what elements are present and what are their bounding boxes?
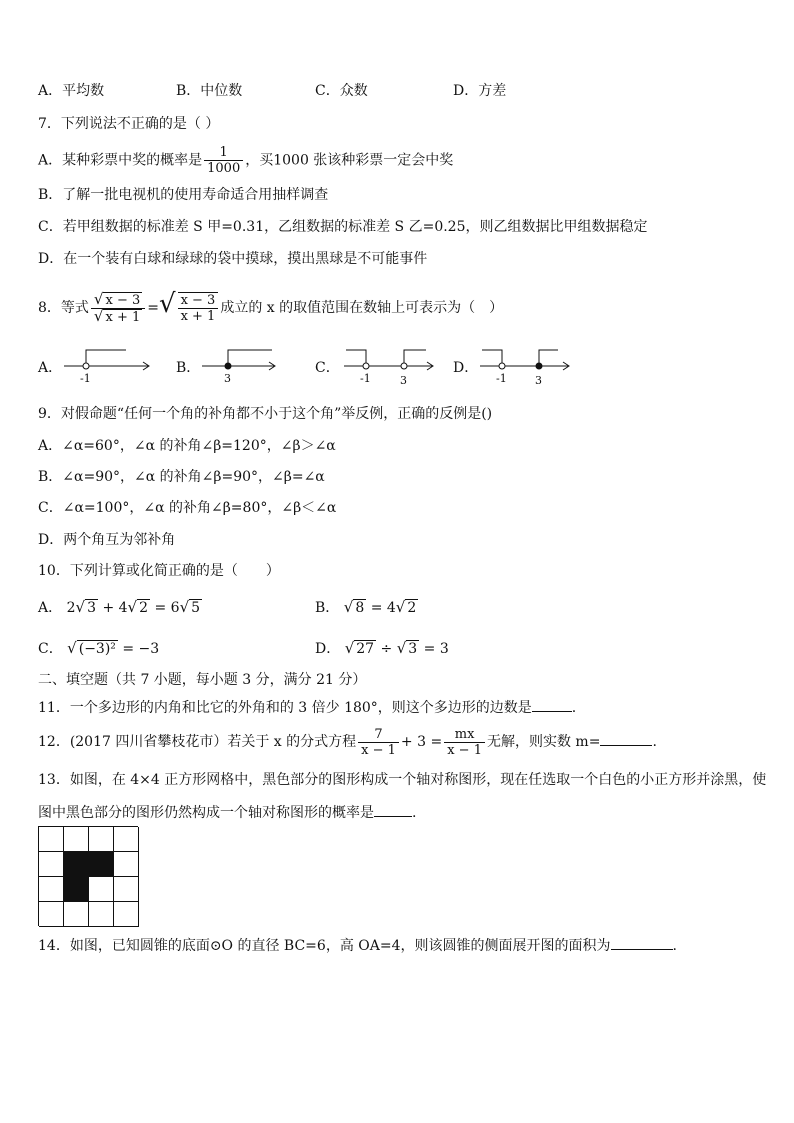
q10-b-label: B． [315, 600, 340, 616]
grid-cell [89, 877, 114, 902]
q6-option-d: D．方差 [453, 83, 507, 99]
q8-c-tick2: 3 [400, 374, 407, 386]
q10-a-radicand3: 5 [191, 600, 201, 616]
q10-a-plus4: + 4 [102, 600, 128, 616]
q10-d-radicand2: 3 [408, 641, 418, 657]
q12-den2: x − 1 [447, 742, 482, 758]
q10-a-radicand2: 2 [139, 600, 149, 616]
q10-stem: 10．下列计算或化简正确的是（ ） [38, 563, 280, 579]
q10-d-label: D． [315, 641, 341, 657]
q10-a-eq6: = 6 [154, 600, 180, 616]
q10-c-label: C． [38, 641, 63, 657]
q12-end: . [652, 734, 657, 750]
grid-cell [39, 827, 64, 852]
q8-numberline-c [342, 344, 438, 386]
q11 [38, 697, 576, 717]
q8-label-b: B． [176, 360, 201, 376]
q14-end: . [672, 938, 677, 954]
q7-stem: 7．下列说法不正确的是（ ） [38, 116, 220, 132]
q13-answer-blank[interactable] [374, 802, 412, 817]
q10-b-eq4: = 4 [370, 600, 396, 616]
q12-den1: x − 1 [361, 742, 396, 758]
grid-cell [39, 852, 64, 877]
q8-a-tick: -1 [80, 372, 91, 385]
q10-a-label: A． [38, 600, 63, 616]
q12-suffix: 无解，则实数 m= [486, 734, 601, 750]
grid-cell [89, 902, 114, 927]
q9-option-d: D．两个角互为邻补角 [38, 532, 176, 548]
q6-option-b: B．中位数 [176, 83, 243, 99]
q10-a-radicand1: 3 [87, 600, 96, 616]
grid-cell [114, 827, 139, 852]
q10-option-a: A． 2√ 3 + 4√ 2 = 6√ 5 [38, 598, 201, 616]
q8-stem [38, 285, 503, 327]
q13-line2-text: 图中黑色部分的图形仍然构成一个轴对称图形的概率是 [38, 805, 374, 821]
q8-label-a: A． [38, 360, 63, 376]
q12-num1: 7 [358, 727, 399, 743]
q7-a-suffix: ，买1000 张该种彩票一定会中奖 [245, 152, 454, 169]
q7-a-fraction [204, 145, 243, 176]
q13-line1: 13．如图，在 4×4 正方形网格中，黑色部分的图形构成一个轴对称图形，现在任选取一个白色的小正方形并涂黑，使 [38, 772, 767, 788]
q12-plus3: + 3 = [400, 734, 443, 750]
grid-cell-black [64, 852, 89, 877]
q13-line2 [38, 802, 416, 822]
q6-option-a: A．平均数 [38, 83, 105, 99]
section-fill-in-heading: 二、填空题（共 7 小题，每小题 3 分，满分 21 分） [38, 672, 367, 688]
q10-option-b: B． √ 8 = 4√ 2 [315, 598, 417, 616]
q10-d-radicand1: 27 [356, 641, 375, 657]
q8-left-fraction [91, 289, 145, 325]
q10-c-result: = −3 [122, 641, 160, 657]
q10-option-d: D． √ 27 ÷ √ 3 = 3 [315, 639, 449, 657]
q8-left-den: √ x + 1 [93, 306, 141, 325]
q8-numberline-d [478, 344, 574, 386]
q12-fraction1 [358, 727, 399, 758]
q10-d-divide: ÷ [380, 641, 393, 657]
q10-d-result: = 3 [423, 641, 449, 657]
q13-end: . [412, 805, 417, 821]
q9-option-c: C．∠α=100°，∠α 的补角∠β=80°，∠β＜∠α [38, 500, 337, 516]
q7-option-c: C．若甲组数据的标准差 S 甲=0.31，乙组数据的标准差 S 乙=0.25，则乙组数据比甲组数据稳定 [38, 219, 648, 235]
q10-b-radicand2: 2 [407, 600, 417, 616]
grid-cell [39, 902, 64, 927]
q10-a-coef: 2 [66, 600, 76, 616]
q13-4x4-grid [38, 826, 138, 926]
grid-cell [114, 902, 139, 927]
q8-left-num: √ x − 3 [91, 292, 145, 309]
q8-right-den: x + 1 [180, 309, 216, 324]
q7-option-d: D．在一个装有白球和绿球的袋中摸球，摸出黑球是不可能事件 [38, 251, 428, 267]
q7-a-prefix: A．某种彩票中奖的概率是 [38, 152, 203, 169]
q14 [38, 935, 677, 955]
q8-d-tick2: 3 [535, 374, 542, 386]
grid-cell [114, 877, 139, 902]
q14-answer-blank[interactable] [611, 935, 673, 950]
q12 [38, 722, 657, 762]
grid-cell [114, 852, 139, 877]
q12-answer-blank[interactable] [600, 731, 652, 746]
q9-option-b: B．∠α=90°，∠α 的补角∠β=90°，∠β=∠α [38, 469, 325, 485]
q14-text: 14．如图，已知圆锥的底面⊙O 的直径 BC=6，高 OA=4，则该圆锥的侧面展开图的面积为 [38, 938, 611, 954]
q8-radical-sign: √ [158, 289, 176, 319]
q8-right-num: x − 3 [178, 293, 219, 309]
q12-prefix: 12．(2017 四川省攀枝花市）若关于 x 的分式方程 [38, 734, 357, 750]
q10-b-radicand1: 8 [355, 600, 365, 616]
grid-cell [39, 877, 64, 902]
q8-suffix: 成立的 x 的取值范围在数轴上可表示为（ ） [220, 300, 504, 316]
q10-c-radicand: (−3)² [78, 641, 116, 657]
q11-end: . [571, 700, 577, 716]
q8-left-den-radicand: x + 1 [105, 309, 141, 325]
grid-cell-black [89, 852, 114, 877]
q8-label-d: D． [453, 360, 479, 376]
q10-option-c: C． √ (−3)² = −3 [38, 639, 160, 657]
q11-answer-blank[interactable] [532, 697, 572, 712]
q7-option-a [38, 145, 453, 176]
q7-a-denominator: 1000 [207, 161, 241, 176]
q11-text: 11．一个多边形的内角和比它的外角和的 3 倍少 180°，则这个多边形的边数是 [38, 700, 532, 716]
q6-option-c: C．众数 [315, 83, 368, 99]
q7-option-b: B．了解一批电视机的使用寿命适合用抽样调查 [38, 187, 329, 203]
q9-option-a: A．∠α=60°，∠α 的补角∠β=120°，∠β＞∠α [38, 438, 336, 454]
q8-numberline-b [200, 344, 280, 386]
q8-prefix: 8．等式 [38, 300, 89, 316]
q8-numberline-a [62, 344, 154, 386]
q9-stem: 9．对假命题“任何一个角的补角都不小于这个角”举反例，正确的反例是() [38, 406, 493, 422]
q8-left-num-radicand: x − 3 [105, 292, 141, 308]
q12-fraction2 [444, 727, 485, 758]
q12-num2: mx [444, 727, 485, 743]
grid-cell [64, 827, 89, 852]
q8-c-tick1: -1 [360, 372, 371, 385]
grid-cell [64, 902, 89, 927]
q8-equals: = [147, 300, 159, 316]
q8-d-tick1: -1 [496, 372, 507, 385]
q8-b-tick: 3 [224, 372, 231, 385]
q8-label-c: C． [315, 360, 340, 376]
q8-right-fraction [178, 292, 219, 324]
grid-cell-black [64, 877, 89, 902]
grid-cell [89, 827, 114, 852]
q7-a-numerator: 1 [204, 145, 243, 161]
